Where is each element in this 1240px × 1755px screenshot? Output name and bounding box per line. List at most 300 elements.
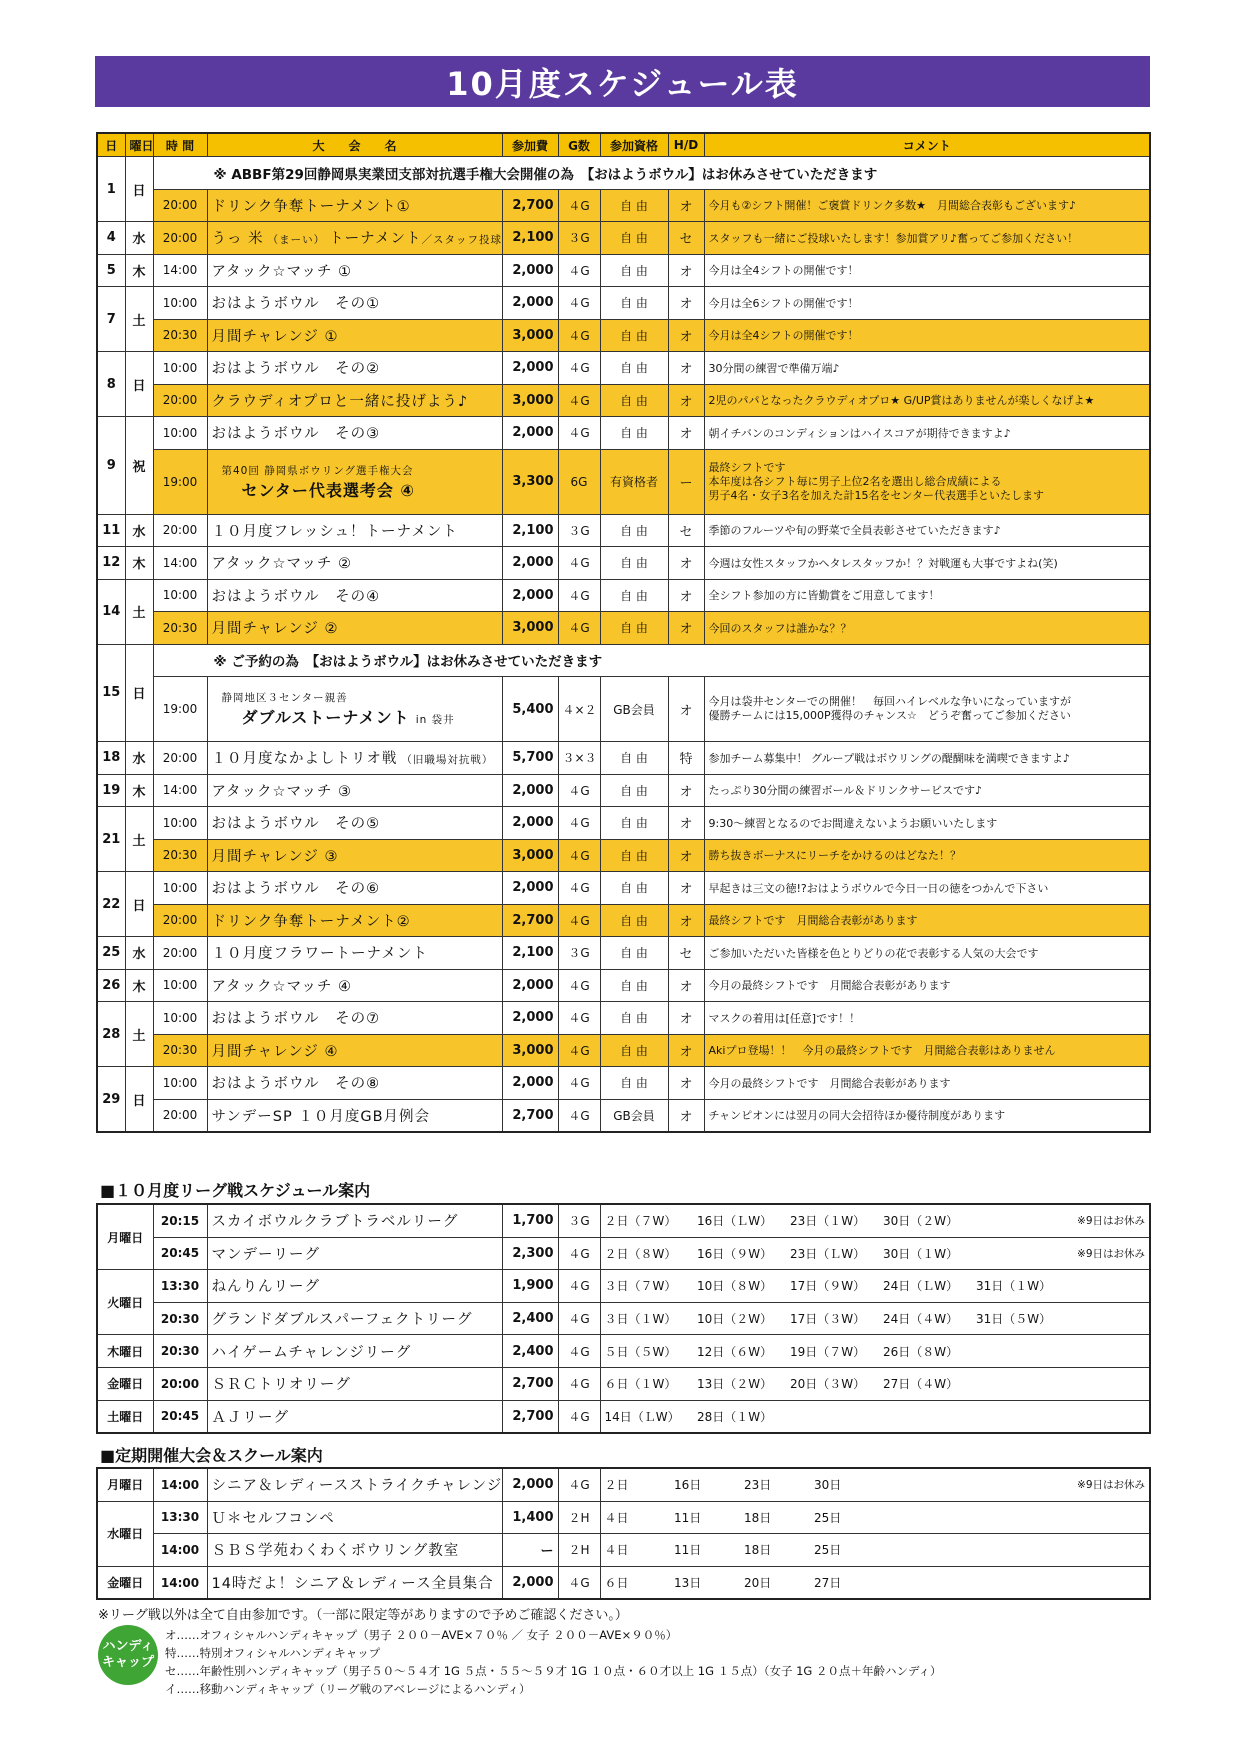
fee-cell: 3,000 xyxy=(502,612,558,645)
games-cell: ４G xyxy=(558,774,600,807)
fee-cell: 5,400 xyxy=(502,677,558,742)
time-cell: 14:00 xyxy=(153,547,207,580)
fee-cell: 2,000 xyxy=(502,417,558,450)
games-cell: ４G xyxy=(558,1034,600,1067)
event-name: アタック☆マッチ ④ xyxy=(211,978,353,995)
games-cell: ３G xyxy=(558,1204,600,1237)
event-name-cell: 14時だよ！シニア＆レディース全員集合 xyxy=(207,1566,502,1599)
handicap-cell: オ xyxy=(668,384,704,417)
event-name-cell xyxy=(207,807,502,840)
fee-cell: 2,000 xyxy=(502,579,558,612)
comment-cell: 早起きは三文の徳!?おはようボウルで今日一日の徳をつかんで下さい xyxy=(704,872,1150,905)
weekday-cell: 水曜日 xyxy=(97,1501,153,1566)
event-name: アタック☆マッチ ③ xyxy=(211,783,353,800)
header-games: G数 xyxy=(558,133,600,157)
note-cell xyxy=(1042,1270,1150,1303)
comment-cell: 9:30～練習となるのでお間違えないようお願いいたします xyxy=(704,807,1150,840)
header-time: 時 間 xyxy=(153,133,207,157)
day-cell: 9 xyxy=(97,417,125,515)
qualification-cell: 自 由 xyxy=(600,969,668,1002)
schedule-table xyxy=(96,132,1151,1133)
date-cell xyxy=(972,1237,1042,1270)
day-cell: 26 xyxy=(97,969,125,1002)
comment-cell: 勝ち抜きボーナスにリーチをかけるのはどなた！？ xyxy=(704,839,1150,872)
qualification-cell: 自 由 xyxy=(600,612,668,645)
handicap-cell: オ xyxy=(668,774,704,807)
date-cell: 25日 xyxy=(810,1501,880,1534)
schedule-row xyxy=(97,189,1150,222)
event-name: ダブルストーナメント xyxy=(241,708,410,727)
comment-cell: 今月の最終シフトです 月間総合表彰があります xyxy=(704,969,1150,1002)
event-name-cell xyxy=(207,287,502,320)
date-cell: ２日 xyxy=(600,1468,670,1501)
schedule-row xyxy=(97,774,1150,807)
fee-cell: 2,000 xyxy=(502,807,558,840)
date-cell: 17日（３W） xyxy=(786,1302,879,1335)
qualification-cell: 自 由 xyxy=(600,319,668,352)
time-cell: 20:30 xyxy=(153,612,207,645)
date-cell: ６日 xyxy=(600,1566,670,1599)
fee-cell: 3,300 xyxy=(502,449,558,514)
games-cell: ４G xyxy=(558,1468,600,1501)
event-name-cell xyxy=(207,677,502,742)
games-cell: ４×２ xyxy=(558,677,600,742)
games-cell: ３G xyxy=(558,937,600,970)
schedule-row xyxy=(97,1002,1150,1035)
date-cell: 14日（ＬW） xyxy=(600,1400,693,1433)
comment-cell: 30分間の練習で準備万端♪ xyxy=(704,352,1150,385)
fee-cell: 2,000 xyxy=(502,1002,558,1035)
fee-cell: 2,400 xyxy=(502,1302,558,1335)
day-cell: 18 xyxy=(97,742,125,775)
footnote: ※リーグ戦以外は全て自由参加です。（一部に限定等がありますので予めご確認ください。） xyxy=(98,1608,628,1623)
comment-cell: たっぷり30分間の練習ボール＆ドリンクサービスです♪ xyxy=(704,774,1150,807)
time-cell: 20:45 xyxy=(153,1400,207,1433)
qualification-cell: 自 由 xyxy=(600,904,668,937)
day-cell: 21 xyxy=(97,807,125,872)
regular-row xyxy=(97,1534,1150,1567)
weekday-cell: 土 xyxy=(125,579,153,644)
fee-cell: 2,000 xyxy=(502,1067,558,1100)
qualification-cell: 有資格者 xyxy=(600,449,668,514)
games-cell: ４G xyxy=(558,1335,600,1368)
day-cell: 15 xyxy=(97,644,125,742)
fee-cell: 1,900 xyxy=(502,1270,558,1303)
time-cell: 20:00 xyxy=(153,189,207,222)
date-cell xyxy=(879,1400,972,1433)
handicap-cell: オ xyxy=(668,969,704,1002)
league-row xyxy=(97,1335,1150,1368)
header-name: 大 会 名 xyxy=(207,133,502,157)
weekday-cell: 日 xyxy=(125,872,153,937)
handicap-line: 特……特別オフィシャルハンディキャップ xyxy=(165,1646,381,1660)
time-cell: 20:30 xyxy=(153,1302,207,1335)
date-cell: 27日（４W） xyxy=(879,1367,972,1400)
event-name-reading: （まーい） xyxy=(267,234,326,247)
time-cell: 20:30 xyxy=(153,1335,207,1368)
date-cell: 30日（２W） xyxy=(879,1204,972,1237)
fee-cell: 2,700 xyxy=(502,1400,558,1433)
games-cell: ４G xyxy=(558,254,600,287)
event-name: サンデーSP １０月度GB月例会 xyxy=(211,1108,431,1125)
date-cell xyxy=(786,1400,879,1433)
event-name-cell xyxy=(207,742,502,775)
event-name: 月間チャレンジ ③ xyxy=(211,848,339,865)
time-cell: 20:30 xyxy=(153,319,207,352)
day-cell: 29 xyxy=(97,1067,125,1133)
fee-cell: 2,700 xyxy=(502,1099,558,1132)
date-cell: 16日 xyxy=(670,1468,740,1501)
qualification-cell: 自 由 xyxy=(600,254,668,287)
schedule-row xyxy=(97,904,1150,937)
event-name: おはようボウル その③ xyxy=(211,426,381,443)
event-name: １０月度フラワートーナメント xyxy=(211,946,428,963)
handicap-cell: オ xyxy=(668,807,704,840)
event-name-cell xyxy=(207,839,502,872)
weekday-cell: 土 xyxy=(125,1002,153,1067)
event-name: おはようボウル その⑦ xyxy=(211,1011,381,1028)
time-cell: 20:00 xyxy=(153,904,207,937)
date-cell: 12日（６W） xyxy=(693,1335,786,1368)
fee-cell: 2,000 xyxy=(502,1566,558,1599)
date-cell: 19日（７W） xyxy=(786,1335,879,1368)
handicap-cell: オ xyxy=(668,352,704,385)
time-cell: 20:30 xyxy=(153,839,207,872)
schedule-row xyxy=(97,807,1150,840)
handicap-cell: オ xyxy=(668,319,704,352)
fee-cell: 2,000 xyxy=(502,774,558,807)
event-name-cell xyxy=(207,352,502,385)
weekday-cell: 木 xyxy=(125,774,153,807)
time-cell: 14:00 xyxy=(153,1534,207,1567)
fee-cell: 3,000 xyxy=(502,839,558,872)
fee-cell: ー xyxy=(502,1534,558,1567)
games-cell: ４G xyxy=(558,352,600,385)
games-cell: ４G xyxy=(558,1400,600,1433)
date-cell: 17日（９W） xyxy=(786,1270,879,1303)
event-name-cell: ハイゲームチャレンジリーグ xyxy=(207,1335,502,1368)
handicap-cell: セ xyxy=(668,514,704,547)
time-cell: 10:00 xyxy=(153,579,207,612)
date-cell: 18日 xyxy=(740,1501,810,1534)
comment-cell: 最終シフトです 月間総合表彰があります xyxy=(704,904,1150,937)
note-cell: ※9日はお休み xyxy=(1042,1204,1150,1237)
schedule-row xyxy=(97,222,1150,255)
schedule-row xyxy=(97,872,1150,905)
header-weekday: 曜日 xyxy=(125,133,153,157)
handicap-cell: オ xyxy=(668,579,704,612)
event-name-cell xyxy=(207,417,502,450)
games-cell: ４G xyxy=(558,969,600,1002)
note-cell xyxy=(1042,1335,1150,1368)
games-cell: ４G xyxy=(558,839,600,872)
time-cell: 13:30 xyxy=(153,1270,207,1303)
time-cell: 10:00 xyxy=(153,872,207,905)
handicap-cell: オ xyxy=(668,612,704,645)
event-name-suffix: トーナメント xyxy=(329,231,422,248)
games-cell: ４G xyxy=(558,384,600,417)
date-cell: ６日（１W） xyxy=(600,1367,693,1400)
qualification-cell: 自 由 xyxy=(600,222,668,255)
schedule-row xyxy=(97,1034,1150,1067)
schedule-row xyxy=(97,384,1150,417)
event-name: おはようボウル その⑥ xyxy=(211,881,381,898)
date-cell: 23日 xyxy=(740,1468,810,1501)
weekday-cell: 土 xyxy=(125,807,153,872)
time-cell: 20:30 xyxy=(153,1034,207,1067)
games-cell: 6G xyxy=(558,449,600,514)
date-cell: 28日（１W） xyxy=(693,1400,786,1433)
comment-cell: 参加チーム募集中！ グループ戦はボウリングの醍醐味を満喫できますよ♪ xyxy=(704,742,1150,775)
comment-cell: ご参加いただいた皆様を色とりどりの花で表彰する人気の大会です xyxy=(704,937,1150,970)
fee-cell: 5,700 xyxy=(502,742,558,775)
event-name-cell xyxy=(207,937,502,970)
event-name: 月間チャレンジ ① xyxy=(211,328,339,345)
league-row xyxy=(97,1237,1150,1270)
games-cell: ２H xyxy=(558,1501,600,1534)
weekday-cell: 日 xyxy=(125,352,153,417)
header-hd: H/D xyxy=(668,133,704,157)
schedule-row xyxy=(97,644,1150,677)
date-cell: ３日（７W） xyxy=(600,1270,693,1303)
weekday-cell: 水 xyxy=(125,222,153,255)
regular-row xyxy=(97,1501,1150,1534)
event-name-cell: ＡＪリーグ xyxy=(207,1400,502,1433)
time-cell: 20:45 xyxy=(153,1237,207,1270)
day-cell: 5 xyxy=(97,254,125,287)
comment-line: 今月は袋井センターでの開催！ 毎回ハイレベルな争いになっていますが xyxy=(708,695,1072,708)
date-cell: ４日 xyxy=(600,1501,670,1534)
schedule-row xyxy=(97,677,1150,742)
event-name: １０月度なかよしトリオ戦 xyxy=(211,751,398,768)
date-cell: 10日（８W） xyxy=(693,1270,786,1303)
handicap-cell: オ xyxy=(668,839,704,872)
handicap-cell: オ xyxy=(668,677,704,742)
weekday-cell: 土 xyxy=(125,287,153,352)
weekday-cell: 土曜日 xyxy=(97,1400,153,1433)
event-name-cell xyxy=(207,969,502,1002)
games-cell: ４G xyxy=(558,547,600,580)
fee-cell: 2,000 xyxy=(502,352,558,385)
games-cell: ４G xyxy=(558,1270,600,1303)
time-cell: 14:00 xyxy=(153,254,207,287)
comment-cell: マスクの着用は[任意]です！！ xyxy=(704,1002,1150,1035)
weekday-cell: 木 xyxy=(125,547,153,580)
event-name-cell xyxy=(207,872,502,905)
event-name-cell xyxy=(207,1034,502,1067)
fee-cell: 2,400 xyxy=(502,1335,558,1368)
event-name-note: （旧職場対抗戦） xyxy=(401,754,494,767)
handicap-cell: オ xyxy=(668,1099,704,1132)
event-name: アタック☆マッチ ① xyxy=(211,263,353,280)
qualification-cell: 自 由 xyxy=(600,1067,668,1100)
date-cell: 13日（２W） xyxy=(693,1367,786,1400)
event-name: 月間チャレンジ ② xyxy=(211,621,339,638)
regular-row xyxy=(97,1566,1150,1599)
event-name-cell xyxy=(207,547,502,580)
regular-section-title: ■定期開催大会＆スクール案内 xyxy=(100,1446,323,1465)
weekday-cell: 月曜日 xyxy=(97,1468,153,1501)
qualification-cell: 自 由 xyxy=(600,547,668,580)
date-cell: 20日 xyxy=(740,1566,810,1599)
games-cell: ４G xyxy=(558,1566,600,1599)
time-cell: 20:00 xyxy=(153,1099,207,1132)
games-cell: ４G xyxy=(558,1067,600,1100)
games-cell: ４G xyxy=(558,417,600,450)
qualification-cell: 自 由 xyxy=(600,579,668,612)
comment-cell: Akiプロ登場！！ 今月の最終シフトです 月間総合表彰はありません xyxy=(704,1034,1150,1067)
qualification-cell: 自 由 xyxy=(600,742,668,775)
time-cell: 10:00 xyxy=(153,1067,207,1100)
weekday-cell: 祝 xyxy=(125,417,153,515)
event-name: ドリンク争奪トーナメント② xyxy=(211,913,411,930)
handicap-line: セ……年齢性別ハンディキャップ（男子５０～５４才 1G ５点・５５～５９才 1G １０点・６０才以上 1G １５点）（女子 1G ２０点＋年齢ハンディ） xyxy=(165,1664,942,1678)
handicap-cell: 特 xyxy=(668,742,704,775)
date-cell: 30日 xyxy=(810,1468,880,1501)
event-name-cell xyxy=(207,579,502,612)
event-name-cell xyxy=(207,449,502,514)
games-cell: ４G xyxy=(558,579,600,612)
qualification-cell: 自 由 xyxy=(600,937,668,970)
comment-cell: 今月は全4シフトの開催です！ xyxy=(704,319,1150,352)
handicap-cell: セ xyxy=(668,937,704,970)
games-cell: ４G xyxy=(558,904,600,937)
event-name-cell xyxy=(207,319,502,352)
day-cell: 19 xyxy=(97,774,125,807)
handicap-cell: オ xyxy=(668,417,704,450)
note-cell: ※9日はお休み xyxy=(1042,1237,1150,1270)
day-cell: 12 xyxy=(97,547,125,580)
date-cell xyxy=(972,1335,1042,1368)
note-cell: ※9日はお休み xyxy=(880,1468,1150,1501)
time-cell: 10:00 xyxy=(153,1002,207,1035)
weekday-cell: 月曜日 xyxy=(97,1204,153,1270)
comment-cell: 2児のパパとなったクラウディオプロ★ G/UP賞はありませんが楽しくなげよ★ xyxy=(704,384,1150,417)
fee-cell: 2,700 xyxy=(502,189,558,222)
event-name-top: 第40回 静岡県ボウリング選手権大会 xyxy=(221,464,414,477)
qualification-cell: 自 由 xyxy=(600,417,668,450)
games-cell: ４G xyxy=(558,612,600,645)
qualification-cell: 自 由 xyxy=(600,872,668,905)
games-cell: ４G xyxy=(558,1237,600,1270)
schedule-row xyxy=(97,969,1150,1002)
time-cell: 20:00 xyxy=(153,384,207,417)
handicap-list xyxy=(165,1626,942,1698)
header-fee: 参加費 xyxy=(502,133,558,157)
games-cell: ４G xyxy=(558,1367,600,1400)
event-name-top: 静岡地区３センター親善 xyxy=(221,692,348,704)
handicap-cell: オ xyxy=(668,1034,704,1067)
event-name: うっ 米 xyxy=(211,231,264,248)
handicap-cell: オ xyxy=(668,287,704,320)
schedule-row xyxy=(97,742,1150,775)
date-cell: 26日（８W） xyxy=(879,1335,972,1368)
comment-cell xyxy=(704,677,1150,742)
qualification-cell: 自 由 xyxy=(600,839,668,872)
date-cell: 23日（１W） xyxy=(786,1204,879,1237)
event-name: １０月度フレッシュ！トーナメント xyxy=(211,523,458,540)
schedule-row xyxy=(97,547,1150,580)
time-cell: 19:00 xyxy=(153,449,207,514)
games-cell: ４G xyxy=(558,872,600,905)
event-name-cell: グランドダブルスパーフェクトリーグ xyxy=(207,1302,502,1335)
date-cell: 27日 xyxy=(810,1566,880,1599)
time-cell: 20:00 xyxy=(153,222,207,255)
event-name-cell xyxy=(207,1002,502,1035)
schedule-row xyxy=(97,937,1150,970)
event-name-cell: シニア＆レディースストライクチャレンジ xyxy=(207,1468,502,1501)
event-name-venue: in 袋井 xyxy=(415,714,455,726)
closure-notice: ※ ご予約の為 【おはようボウル】はお休みさせていただきます xyxy=(153,644,1150,677)
games-cell: ２H xyxy=(558,1534,600,1567)
games-cell: ４G xyxy=(558,287,600,320)
note-cell xyxy=(880,1566,1150,1599)
fee-cell: 2,000 xyxy=(502,287,558,320)
event-name: クラウディオプロと一緒に投げよう♪ xyxy=(211,393,469,410)
comment-cell: スタッフも一緒にご投球いたします！参加賞アリ♪奮ってご参加ください！ xyxy=(704,222,1150,255)
schedule-row xyxy=(97,352,1150,385)
header-day: 日 xyxy=(97,133,125,157)
fee-cell: 2,000 xyxy=(502,254,558,287)
qualification-cell: 自 由 xyxy=(600,1034,668,1067)
comment-cell: 今月は全6シフトの開催です！ xyxy=(704,287,1150,320)
schedule-row xyxy=(97,579,1150,612)
schedule-row xyxy=(97,612,1150,645)
regular-table xyxy=(96,1467,1151,1600)
qualification-cell: 自 由 xyxy=(600,774,668,807)
handicap-cell: ー xyxy=(668,449,704,514)
event-name: ドリンク争奪トーナメント① xyxy=(211,198,411,215)
fee-cell: 2,100 xyxy=(502,222,558,255)
event-name: おはようボウル その⑧ xyxy=(211,1076,381,1093)
fee-cell: 2,700 xyxy=(502,1367,558,1400)
closure-notice: ※ ABBF第29回静岡県実業団支部対抗選手権大会開催の為 【おはようボウル】はお休みさせていただきます xyxy=(153,157,1150,190)
time-cell: 20:00 xyxy=(153,937,207,970)
event-name-cell xyxy=(207,612,502,645)
day-cell: 25 xyxy=(97,937,125,970)
date-cell: 24日（４W） xyxy=(879,1302,972,1335)
event-name-cell xyxy=(207,514,502,547)
schedule-row xyxy=(97,1067,1150,1100)
fee-cell: 3,000 xyxy=(502,384,558,417)
qualification-cell: 自 由 xyxy=(600,352,668,385)
note-cell xyxy=(1042,1400,1150,1433)
fee-cell: 2,100 xyxy=(502,514,558,547)
note-cell xyxy=(880,1501,1150,1534)
day-cell: 1 xyxy=(97,157,125,222)
handicap-line: オ……オフィシャルハンディキャップ（男子 ２００－AVE×７０％ ／ 女子 ２００－AVE×９０％） xyxy=(165,1628,678,1642)
fee-cell: 1,700 xyxy=(502,1204,558,1237)
event-name: おはようボウル その① xyxy=(211,296,381,313)
date-cell: 16日（９W） xyxy=(693,1237,786,1270)
date-cell: 10日（２W） xyxy=(693,1302,786,1335)
fee-cell: 3,000 xyxy=(502,319,558,352)
handicap-line: イ……移動ハンディキャップ（リーグ戦のアベレージによるハンディ） xyxy=(165,1682,531,1696)
event-name: アタック☆マッチ ② xyxy=(211,556,353,573)
handicap-label: ハンディキャップ xyxy=(101,1639,154,1670)
date-cell xyxy=(972,1400,1042,1433)
time-cell: 19:00 xyxy=(153,677,207,742)
event-name-cell: ＳＢＳ学苑わくわくボウリング教室 xyxy=(207,1534,502,1567)
league-row xyxy=(97,1367,1150,1400)
date-cell: 23日（ＬW） xyxy=(786,1237,879,1270)
event-name-cell xyxy=(207,1067,502,1100)
time-cell: 20:00 xyxy=(153,742,207,775)
games-cell: ３G xyxy=(558,514,600,547)
fee-cell: 2,000 xyxy=(502,969,558,1002)
date-cell: ２日（８W） xyxy=(600,1237,693,1270)
weekday-cell: 火曜日 xyxy=(97,1270,153,1335)
